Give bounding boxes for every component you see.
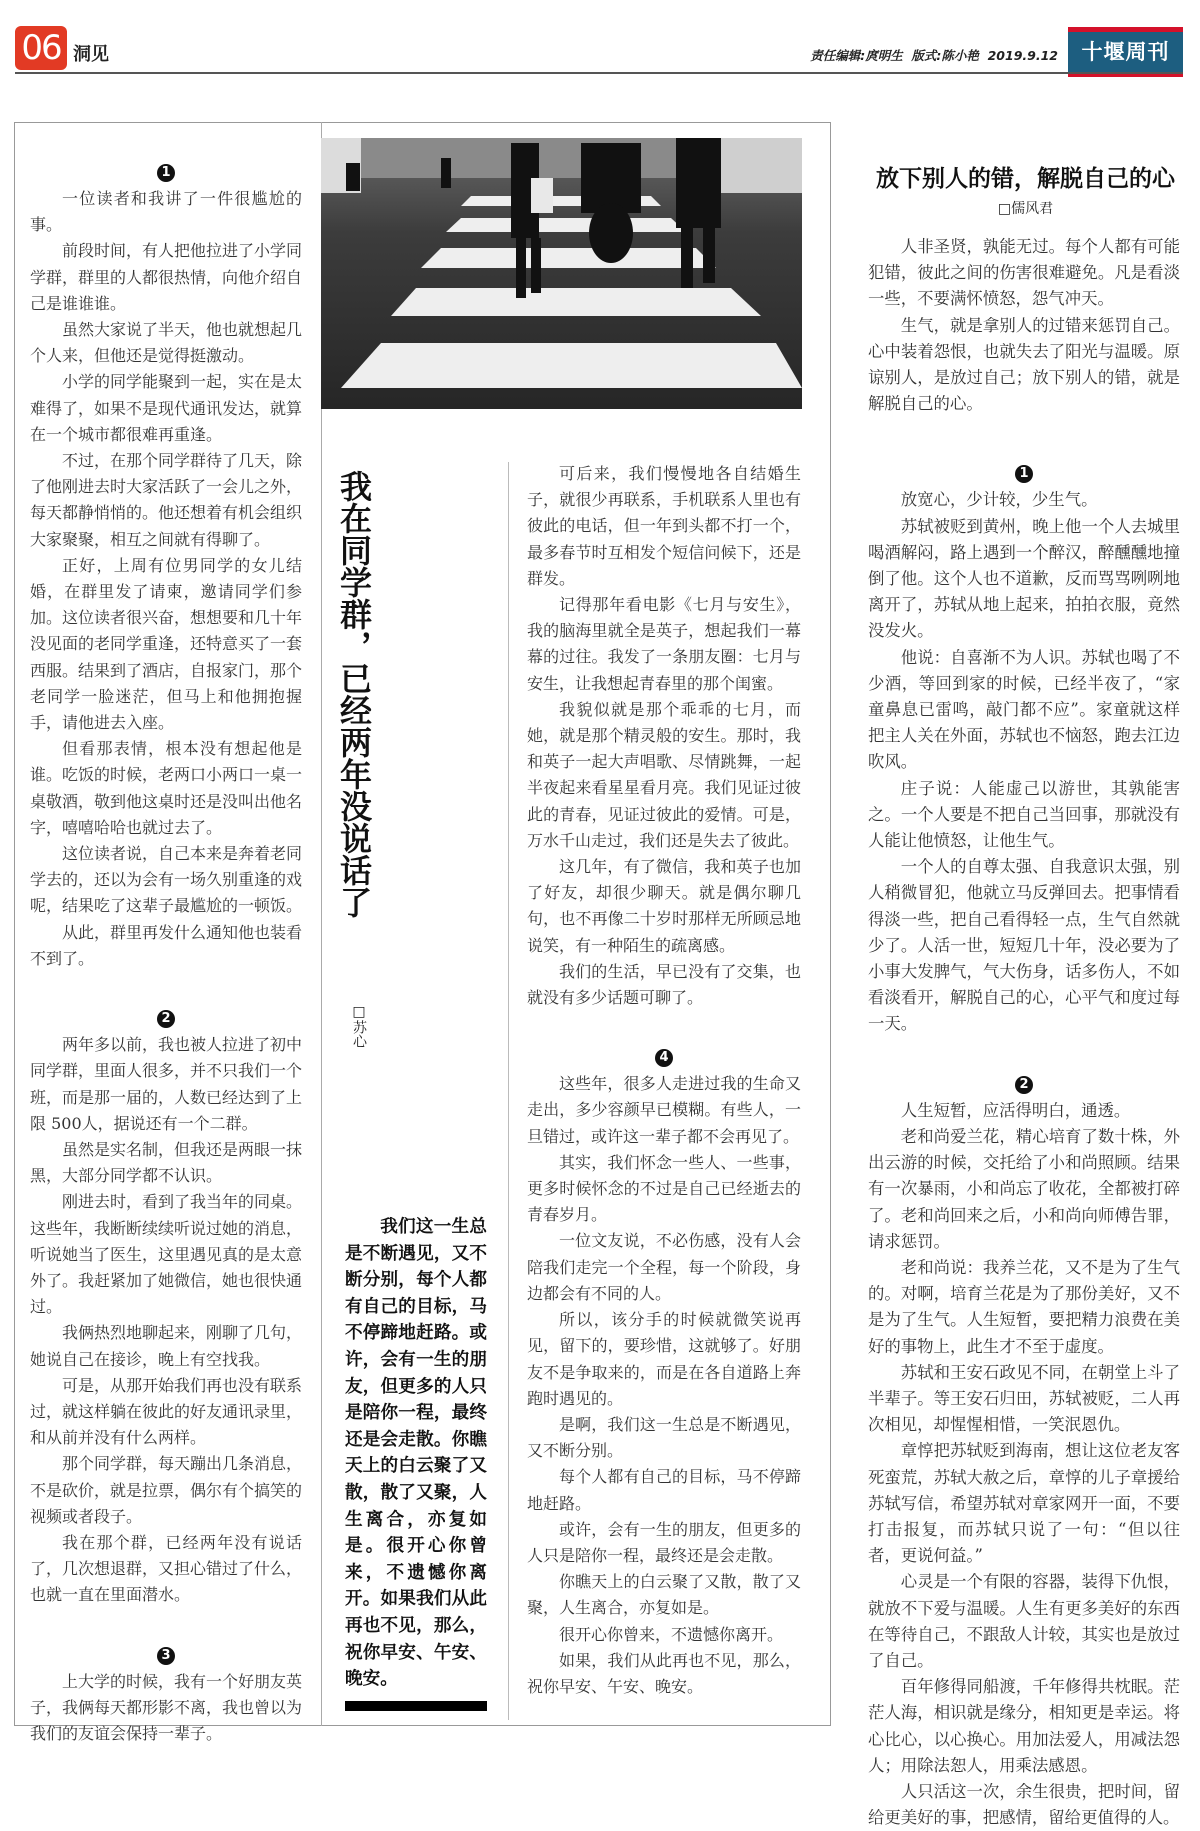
paragraph: 我们的生活，早已没有了交集，也就没有多少话题可聊了。 — [527, 961, 801, 1008]
section-gap — [30, 1609, 302, 1643]
paragraph: 或许，会有一生的朋友，但更多的人只是陪你一程，最终还是会走散。 — [527, 1519, 801, 1565]
article1-column-2 — [527, 461, 801, 1700]
paragraph: 虽然是实名制，但我还是两眼一抹黑，大部分同学都不认识。 — [30, 1139, 303, 1186]
paragraph: 他说：自喜渐不为人识。苏轼也喝了不少酒，等回到家的时候，已经半夜了，“家童鼻息已雷鸣，敲门都不应”。家童就这样把主人关在外面，苏轼也不恼怒，跑去江边吹风。 — [868, 647, 1180, 772]
paragraph: 心灵是一个有限的容器，装得下仇恨，就放不下爱与温暖。人生有更多美好的东西在等待自己，不跟敌人计较，其实也是放过了自己。 — [868, 1572, 1180, 1670]
section-number-icon: 3 — [157, 1647, 175, 1665]
paragraph: 苏轼被贬到黄州，晚上他一个人去城里喝酒解闷，路上遇到一个醉汉，醉醺醺地撞倒了他。这个人也不道歉，反而骂骂咧咧地离开了，苏轼从地上起来，拍拍衣服，竟然没发火。 — [868, 516, 1180, 641]
section-marker — [868, 461, 1180, 487]
section-marker — [527, 1045, 801, 1071]
section-marker — [30, 160, 302, 186]
paragraph: 可是，从那开始我们再也没有联系过，就这样躺在彼此的好友通讯录里，和从前并没有什么两样。 — [30, 1375, 303, 1448]
paragraph: 放宽心，少计较，少生气。 — [900, 490, 1098, 510]
article2-title: 放下别人的错，解脱自己的心 — [876, 165, 1175, 192]
section-marker — [868, 1072, 1180, 1098]
paragraph: 一位读者和我讲了一件很尴尬的事。 — [30, 189, 302, 235]
paragraph: 从此，群里再发什么通知他也装看不到了。 — [30, 922, 303, 968]
paragraph: 不过，在那个同学群待了几天，除了他刚进去时大家活跃了一会儿之外，每天都静悄悄的。他还想着有机会组织大家聚聚，相互之间就有得聊了。 — [30, 451, 303, 549]
pull-quote — [345, 1214, 487, 1711]
paragraph: 章惇把苏轼贬到海南，想让这位老友客死蛮荒，苏轼大赦之后，章惇的儿子章援给苏轼写信，希望苏轼对章家网开一面，不要打击报复，而苏轼只说了一句：“但以往者，更说何益。” — [868, 1441, 1180, 1566]
article-title: 我在同学群，已经两年没说话了 — [335, 470, 373, 918]
paragraph: 上大学的时候，我有一个好朋友英子，我俩每天都形影不离，我也曾以为我们的友谊会保持一辈子。 — [30, 1671, 303, 1743]
paragraph: 人生短暂，应活得明白，通透。 — [900, 1100, 1131, 1120]
section-gap — [527, 1011, 801, 1045]
section-number-icon: 1 — [1015, 465, 1033, 483]
paragraph: 刚进去时，看到了我当年的同桌。这些年，我断断续续听说过她的消息，听说她当了医生，这里遇见真的是太意外了。我赶紧加了她微信，她也很快通过。 — [30, 1192, 303, 1317]
paragraph: 每个人都有自己的目标，马不停蹄地赶路。 — [527, 1467, 801, 1513]
section-gap — [868, 417, 1180, 461]
page-number: 06 — [15, 26, 67, 70]
header-rule — [15, 72, 1183, 74]
pull-quote-text: 我们这一生总是不断遇见，又不断分别，每个人都有自己的目标，马不停蹄地赶路。或许，会有一生的朋友，但更多的人只是陪你一程，最终还是会走散。你瞧天上的白云聚了又散，散了又聚，人生离合，亦复如是。很开心你曾来，不遗憾你离开。如果我们从此再也不见，那么，祝你早安、午安、晚安。 — [345, 1216, 487, 1690]
section-gap — [868, 1038, 1180, 1072]
column-divider — [508, 462, 509, 1720]
article2-author: □儒风君 — [997, 201, 1054, 217]
paragraph: 你瞧天上的白云聚了又散，散了又聚，人生离合，亦复如是。 — [527, 1572, 801, 1618]
section-name: 洞见 — [73, 44, 109, 65]
newspaper-logo: 十堰周刊 — [1068, 27, 1183, 77]
section-number-icon: 2 — [157, 1010, 175, 1028]
paragraph: 人只活这一次，余生很贵，把时间，留给更美好的事，把感情，留给更值得的人。 — [868, 1781, 1180, 1828]
section-number-icon: 4 — [655, 1049, 673, 1067]
paragraph: 两年多以前，我也被人拉进了初中同学群，里面人很多，并不只我们一个班，而是那一届的，人数已经达到了上限 500人，据说还有一个二群。 — [30, 1035, 303, 1133]
paragraph: 如果，我们从此再也不见，那么，祝你早安、午安、晚安。 — [527, 1650, 801, 1696]
paragraph: 是啊，我们这一生总是不断遇见，又不断分别。 — [527, 1414, 801, 1461]
crosswalk-photo — [321, 138, 802, 409]
article-author: □苏心 — [351, 1004, 367, 1048]
paragraph: 正好，上周有位男同学的女儿结婚，在群里发了请柬，邀请同学们参加。这位读者很兴奋，想想要和几十年没见面的老同学重逢，还特意买了一套西服。结果到了酒店，自报家门，那个老同学一脸迷茫，但马上和他拥抱握手，请他进去入座。 — [30, 555, 303, 733]
paragraph: 很开心你曾来，不遗憾你离开。 — [559, 1624, 784, 1644]
paragraph: 小学的同学能聚到一起，实在是太难得了，如果不是现代通讯发达，就算在一个城市都很难再重逢。 — [30, 372, 303, 444]
paragraph: 这位读者说，自己本来是奔着老同学去的，还以为会有一场久别重逢的戏呢，结果吃了这辈子最尴尬的一顿饭。 — [30, 844, 303, 916]
paragraph: 人非圣贤，孰能无过。每个人都有可能犯错，彼此之间的伤害很难避免。凡是看淡一些，不要满怀愤怒，怨气冲天。 — [868, 237, 1180, 309]
paragraph: 这些年，很多人走进过我的生命又走出，多少容颜早已模糊。有些人，一旦错过，或许这一辈子都不会再见了。 — [527, 1074, 801, 1146]
paragraph: 虽然大家说了半天，他也就想起几个人来，但他还是觉得挺激动。 — [30, 320, 303, 366]
paragraph: 老和尚说：我养兰花，又不是为了生气的。对啊，培育兰花是为了那份美好，又不是为了生气。人生短暂，要把精力浪费在美好的事物上，此生才不至于虚度。 — [868, 1257, 1180, 1356]
section-marker — [30, 1643, 302, 1669]
section-number-icon: 2 — [1015, 1076, 1033, 1094]
article1-column-1 — [30, 160, 302, 1747]
editor-credits: 责任编辑:庹明生 版式:陈小艳 2019.9.12 — [810, 48, 1058, 63]
paragraph: 可后来，我们慢慢地各自结婚生子，就很少再联系，手机联系人里也有彼此的电话，但一年到头都不打一个，最多春节时互相发个短信问候下，还是群发。 — [527, 464, 801, 588]
paragraph: 这几年，有了微信，我和英子也加了好友，却很少聊天。就是偶尔聊几句，也不再像二十岁时那样无所顾忌地说笑，有一种陌生的疏离感。 — [527, 857, 801, 955]
paragraph: 那个同学群，每天蹦出几条消息，不是砍价，就是拉票，偶尔有个搞笑的视频或者段子。 — [30, 1454, 303, 1526]
paragraph: 苏轼和王安石政见不同，在朝堂上斗了半辈子。等王安石归田，苏轼被贬，二人再次相见，却惺惺相惜，一笑泯恩仇。 — [868, 1362, 1180, 1435]
paragraph: 其实，我们怀念一些人、一些事，更多时候怀念的不过是自己已经逝去的青春岁月。 — [527, 1152, 801, 1225]
paragraph: 记得那年看电影《七月与安生》，我的脑海里就全是英子，想起我们一幕幕的过往。我发了一条朋友圈：七月与安生，让我想起青春里的那个闺蜜。 — [527, 595, 801, 693]
paragraph: 庄子说：人能虚己以游世，其孰能害之。一个人要是不把自己当回事，那就没有人能让他愤怒，让他生气。 — [868, 778, 1180, 851]
paragraph: 一位文友说，不必伤感，没有人会陪我们走完一个全程，每一个阶段，身边都会有不同的人。 — [527, 1231, 801, 1303]
article2-body — [868, 234, 1180, 1831]
quote-bar — [345, 1701, 487, 1711]
paragraph: 一个人的自尊太强、自我意识太强，别人稍微冒犯，他就立马反弹回去。把事情看得淡一些，把自己看得轻一点，生气自然就少了。人活一世，短短几十年，没必要为了小事大发脾气，气大伤身，话多伤人，不如看淡看开，解脱自己的心，心平气和度过每一天。 — [868, 857, 1180, 1034]
section-number-icon: 1 — [157, 164, 175, 182]
section-gap — [30, 972, 302, 1006]
paragraph: 我貌似就是那个乖乖的七月，而她，就是那个精灵般的安生。那时，我和英子一起大声唱歌、尽情跳舞，一起半夜起来看星星看月亮。我们见证过彼此的青春，见证过彼此的爱情。可是，万水千山走过，我们还是失去了彼此。 — [527, 699, 801, 850]
paragraph: 但看那表情，根本没有想起他是谁。吃饭的时候，老两口小两口一桌一桌敬酒，敬到他这桌时还是没叫出他名字，嘻嘻哈哈也就过去了。 — [30, 739, 303, 837]
paragraph: 我俩热烈地聊起来，刚聊了几句，她说自己在接诊，晚上有空找我。 — [30, 1323, 303, 1369]
section-marker — [30, 1006, 302, 1032]
paragraph: 前段时间，有人把他拉进了小学同学群，群里的人都很热情，向他介绍自己是谁谁谁。 — [30, 241, 303, 313]
paragraph: 所以，该分手的时候就微笑说再见，留下的，要珍惜，这就够了。好朋友不是争取来的，而是在各自道路上奔跑时遇见的。 — [527, 1310, 801, 1408]
paragraph: 我在那个群，已经两年没有说话了，几次想退群，又担心错过了什么，也就一直在里面潜水。 — [30, 1532, 303, 1605]
paragraph: 生气，就是拿别人的过错来惩罚自己。心中装着怨恨，也就失去了阳光与温暖。原谅别人，是放过自己；放下别人的错，就是解脱自己的心。 — [868, 315, 1180, 414]
paragraph: 老和尚爱兰花，精心培育了数十株，外出云游的时候，交托给了小和尚照顾。结果有一次暴雨，小和尚忘了收花，全都被打碎了。老和尚回来之后，小和尚向师傅告罪，请求惩罚。 — [868, 1126, 1180, 1251]
paragraph: 百年修得同船渡，千年修得共枕眠。茫茫人海，相识就是缘分，相知更是幸运。将心比心，以心换心。用加法爱人，用减法怨人；用除法恕人，用乘法感恩。 — [868, 1677, 1180, 1775]
